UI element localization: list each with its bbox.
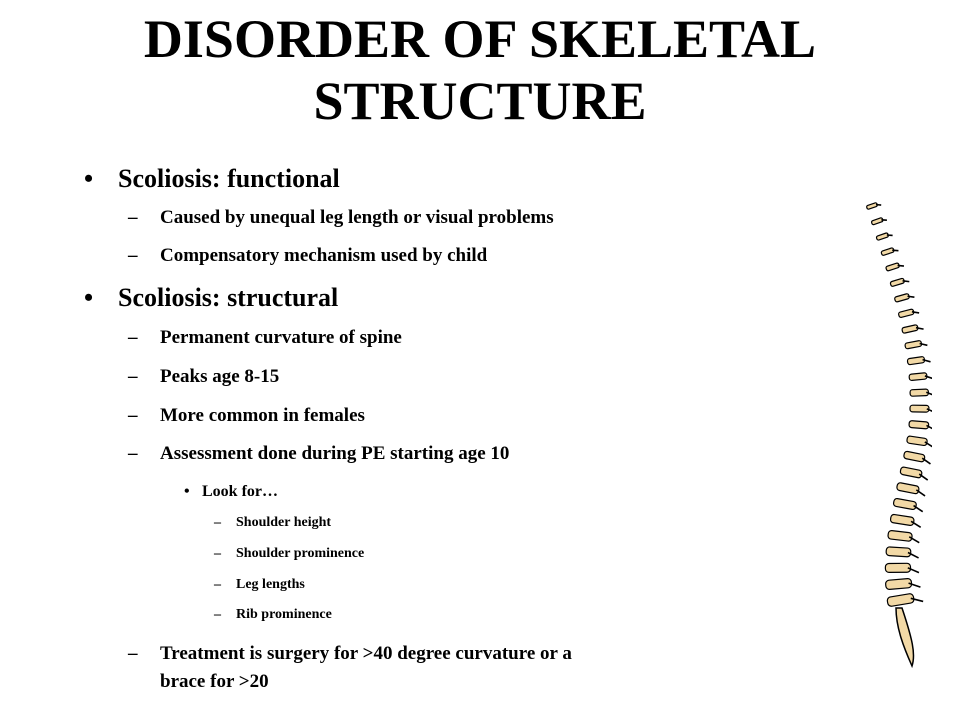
vertebra-icon: [890, 277, 909, 287]
sub-bullet-text: Permanent curvature of spine: [160, 327, 402, 348]
sub-bullet: [128, 245, 487, 267]
dash-marker: –: [214, 577, 221, 592]
vertebra-icon: [885, 563, 919, 573]
vertebra-icon: [909, 421, 932, 430]
look-for-item: [214, 607, 332, 623]
dash-marker: –: [128, 366, 138, 387]
sub-bullet: [128, 443, 509, 465]
vertebra-icon: [871, 216, 887, 225]
dash-marker: –: [214, 607, 221, 622]
spine-illustration-icon: [842, 198, 932, 670]
look-for-item: [214, 515, 331, 531]
vertebra-icon: [888, 530, 921, 542]
sub-bullet-text: Compensatory mechanism used by child: [160, 245, 488, 266]
bullet-marker: •: [84, 164, 94, 193]
dash-marker: –: [214, 546, 221, 561]
sub-bullet-text: Assessment done during PE starting age 10: [160, 443, 510, 464]
title-line-1: DISORDER OF SKELETAL: [143, 9, 817, 69]
vertebra-icon: [881, 246, 899, 256]
title-line-2: STRUCTURE: [313, 71, 647, 131]
bullet-marker: •: [84, 283, 94, 312]
vertebra-icon: [886, 547, 919, 558]
vertebra-icon: [910, 405, 932, 412]
bullet-label: Scoliosis: functional: [118, 164, 340, 193]
vertebra-icon: [894, 292, 914, 302]
vertebra-icon: [910, 389, 932, 397]
vertebra-icon: [903, 451, 932, 464]
look-for-item-text: Leg lengths: [236, 577, 305, 592]
look-for-item-text: Shoulder prominence: [236, 546, 365, 561]
bullet-marker: •: [184, 483, 190, 500]
sub-bullet-treatment-continued: brace for >20: [160, 671, 269, 692]
vertebra-icon: [887, 592, 923, 607]
vertebra-icon: [885, 578, 920, 591]
sub-bullet-text: Treatment is surgery for >40 degree curvature or a: [160, 643, 572, 664]
sub-bullet-text: Caused by unequal leg length or visual problems: [160, 207, 554, 228]
sub-sub-bullet-look-for: [184, 483, 278, 501]
vertebra-icon: [890, 514, 922, 527]
vertebra-icon: [907, 436, 932, 447]
vertebra-icon: [898, 308, 919, 318]
dash-marker: –: [128, 245, 138, 266]
sub-bullet-text: More common in females: [160, 405, 365, 426]
dash-marker: –: [128, 405, 138, 426]
sub-sub-bullet-text: Look for…: [202, 483, 278, 500]
vertebra-icon: [876, 231, 893, 240]
vertebra-icon: [886, 261, 904, 271]
dash-marker: –: [214, 515, 221, 530]
sub-bullet: [128, 207, 554, 229]
dash-marker: –: [128, 643, 138, 664]
vertebra-icon: [866, 201, 881, 209]
sub-bullet-treatment: [128, 643, 572, 665]
bullet-scoliosis-structural: [84, 283, 338, 313]
sub-bullet: [128, 405, 365, 427]
vertebrae-group: [866, 201, 932, 607]
vertebra-icon: [907, 356, 930, 366]
look-for-item-text: Rib prominence: [236, 607, 332, 622]
look-for-item-text: Shoulder height: [236, 515, 332, 530]
vertebra-icon: [905, 339, 928, 349]
sub-bullet: [128, 327, 402, 349]
bullet-scoliosis-functional: [84, 164, 340, 194]
vertebra-icon: [902, 323, 924, 333]
look-for-item: [214, 577, 305, 593]
dash-marker: –: [128, 443, 138, 464]
look-for-item: [214, 546, 364, 562]
dash-marker: –: [128, 207, 138, 228]
coccyx-icon: [896, 608, 914, 666]
sub-bullet: [128, 366, 279, 388]
vertebra-icon: [896, 482, 926, 496]
sub-bullet-text: Peaks age 8-15: [160, 366, 280, 387]
vertebra-icon: [900, 467, 930, 480]
bullet-label: Scoliosis: structural: [118, 283, 339, 312]
vertebra-icon: [893, 498, 924, 512]
vertebra-icon: [909, 372, 932, 381]
dash-marker: –: [128, 327, 138, 348]
